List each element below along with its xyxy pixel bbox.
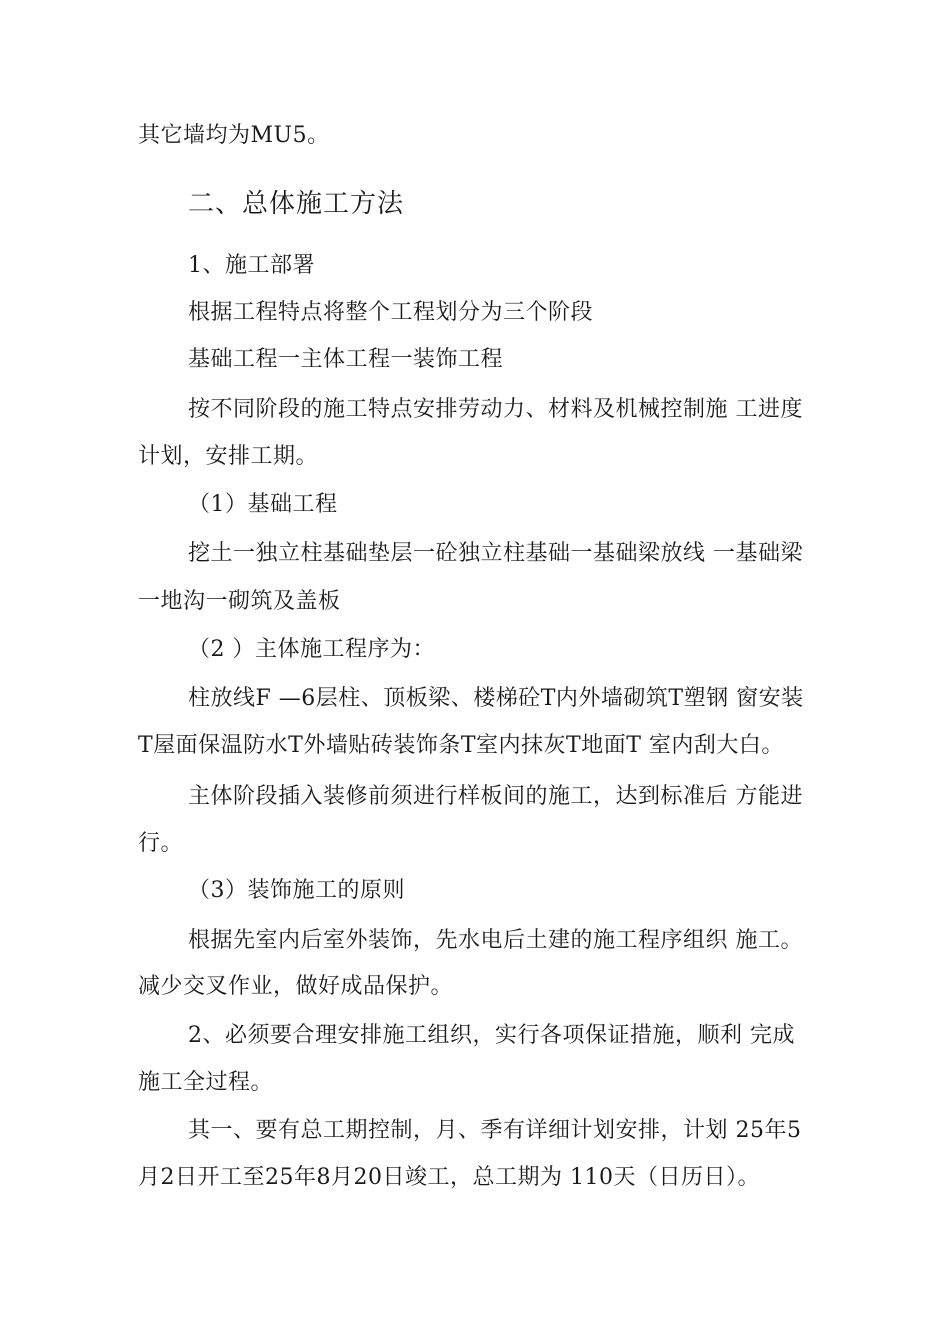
paragraph-line: 行。 xyxy=(138,831,184,856)
paragraph-line: 根据工程特点将整个工程划分为三个阶段 xyxy=(188,300,594,325)
subsection-heading: （3）装饰施工的原则 xyxy=(188,878,405,903)
paragraph-line: 计划，安排工期。 xyxy=(138,444,319,469)
paragraph-line: 挖土一独立柱基础垫层一砼独立柱基础一基础梁放线 一基础梁 xyxy=(188,541,803,566)
paragraph-line: 根据先室内后室外装饰，先水电后土建的施工程序组织 施工。 xyxy=(188,928,803,953)
paragraph-line: 主体阶段插入装修前须进行样板间的施工，达到标准后 方能进 xyxy=(188,784,803,809)
paragraph-line: 其它墙均为MU5。 xyxy=(138,123,330,148)
paragraph-line: 柱放线F —6层柱、顶板梁、楼梯砼T内外墙砌筑T塑钢 窗安装 xyxy=(188,686,804,711)
subsection-heading: （2 ）主体施工程序为： xyxy=(188,637,435,662)
subsection-heading: （1）基础工程 xyxy=(188,492,338,517)
section-heading: 二、总体施工方法 xyxy=(188,189,405,219)
paragraph-line: 月2日开工至25年8月20日竣工，总工期为 110天（日历日）。 xyxy=(138,1165,760,1190)
paragraph-line: 施工全过程。 xyxy=(138,1070,274,1095)
paragraph-line: 其一、要有总工期控制，月、季有详细计划安排，计划 25年5 xyxy=(188,1118,802,1143)
paragraph-line: 基础工程一主体工程一装饰工程 xyxy=(188,347,504,372)
paragraph-line: 2、必须要合理安排施工组织，实行各项保证措施，顺利 完成 xyxy=(188,1023,795,1048)
paragraph-line: 一地沟一砌筑及盖板 xyxy=(138,589,341,614)
paragraph-line: 按不同阶段的施工特点安排劳动力、材料及机械控制施 工进度 xyxy=(188,397,803,422)
subsection-heading: 1、施工部署 xyxy=(188,253,315,278)
paragraph-line: T屋面保温防水T外墙贴砖装饰条T室内抹灰T地面T 室内刮大白。 xyxy=(138,733,784,758)
paragraph-line: 减少交叉作业，做好成品保护。 xyxy=(138,974,454,999)
